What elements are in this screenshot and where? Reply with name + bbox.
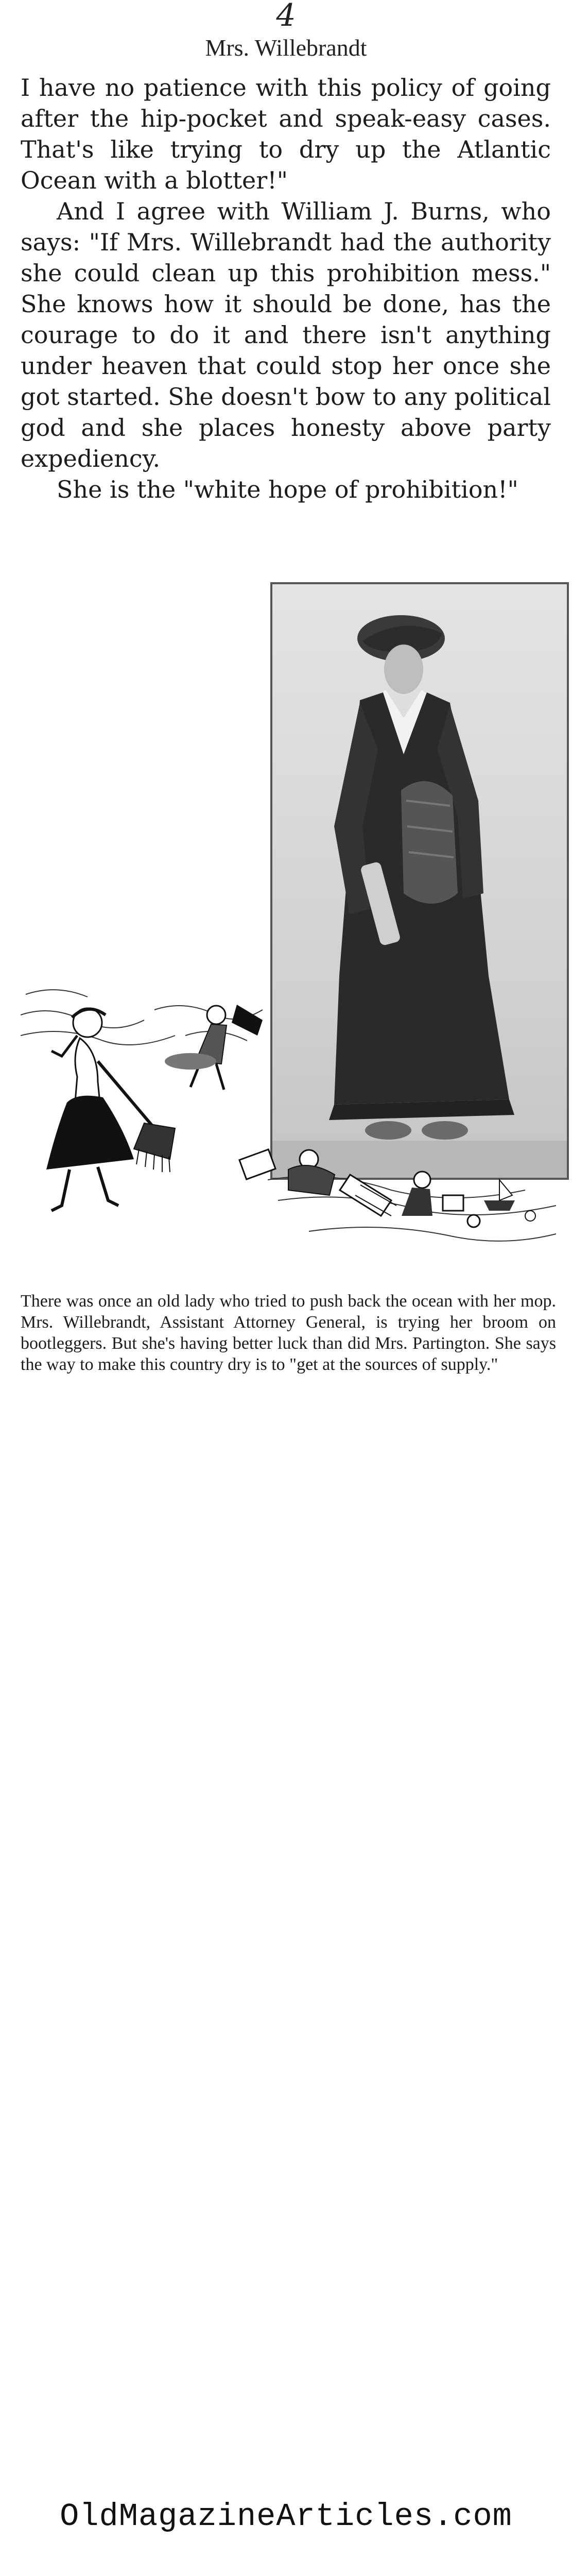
article-paragraph: I have no patience with this policy of going after the hip-pocket and speak-easy cases. That's like trying to dry up the Atlantic Ocean with a blotter!"	[21, 74, 551, 194]
partington-cartoon	[21, 974, 566, 1283]
running-head: Mrs. Willebrandt	[205, 35, 367, 61]
page-number: 4	[276, 0, 296, 33]
article-paragraph: She is the "white hope of prohibition!"	[57, 476, 518, 503]
figure-caption: There was once an old lady who tried to push back the ocean with her mop. Mrs. Willebrandt, Assistant Attorney General, is trying her broom on bootleggers. But she's having better luck than did Mrs. Partington. She says the way to make this country dry is to "get at the sources of supply."	[21, 1292, 556, 1374]
article-body	[21, 72, 551, 505]
cartoon-illustration	[21, 582, 569, 1283]
footer-brand: OldMagazineArticles.com	[60, 2498, 512, 2535]
article-paragraph: And I agree with William J. Burns, who says: "If Mrs. Willebrandt had the authority she could clean up this prohibition mess." She knows how it should be done, has the courage to do it and there isn't anything under heaven that could stop her once she got started. She doesn't bow to any political god and she places honesty above party expediency.	[21, 197, 551, 472]
